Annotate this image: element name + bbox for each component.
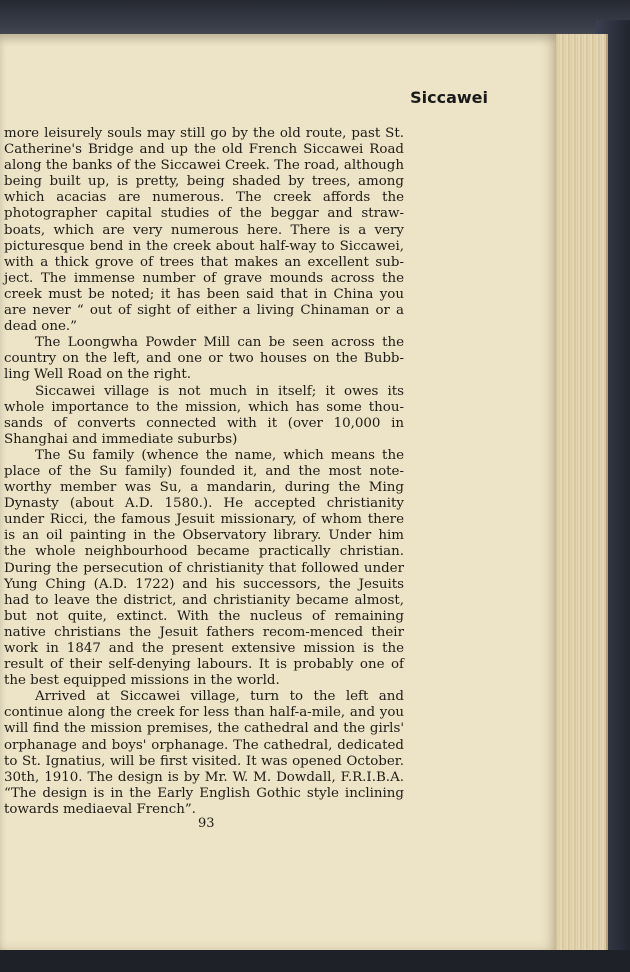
running-header: Siccawei xyxy=(410,88,488,107)
page-body xyxy=(4,126,404,818)
book-cover-bottom xyxy=(0,950,630,972)
paragraph-2: The Loongwha Powder Mill can be seen across the country on the left, and one or two houses on the Bubb-ling Well Road on the right. xyxy=(4,335,404,383)
paragraph-1: more leisurely souls may still go by the old route, past St. Catherine's Bridge and up the old French Siccawei Road along the banks of the Siccawei Creek. The road, although being built up, is pretty, being shaded by trees, among which acacias are numerous. The creek affords the photographer capital studies of the beggar and straw-boats, which are very numerous here. There is a very picturesque bend in the creek about half-way to Siccawei, with a thick grove of trees that makes an excellent sub-ject. The immense number of grave mounds across the creek must be noted; it has been said that in China you are never “ out of sight of either a living Chinaman or a dead one.” xyxy=(4,126,404,335)
page-number: 93 xyxy=(198,816,215,831)
book-cover-top xyxy=(0,0,630,38)
paragraph-5: Arrived at Siccawei village, turn to the left and continue along the creek for less than half-a-mile, and you will find the mission premises, the cathedral and the girls' orphanage and boys' orphanage. The cathedral, dedicated to St. Ignatius, will be first visited. It was opened October. 30th, 1910. The design is by Mr. W. M. Dowdall, F.R.I.B.A. “The design is in the Early English Gothic style inclining towards mediaeval French”. xyxy=(4,689,404,817)
paragraph-3: Siccawei village is not much in itself; it owes its whole importance to the mission, which has some thou-sands of converts connected with it (over 10,000 in Shanghai and immediate suburbs) xyxy=(4,383,404,447)
paragraph-4: The Su family (whence the name, which means the place of the Su family) founded it, and the most note-worthy member was Su, a mandarin, during the Ming Dynasty (about A.D. 1580.). He accepted christianity under Ricci, the famous Jesuit missionary, of whom there is an oil painting in the Observatory library. Under him the whole neighbourhood became practically christian. During the persecution of christianity that followed under Yung Ching (A.D. 1722) and his successors, the Jesuits had to leave the district, and christianity became almost, but not quite, extinct. With the nucleus of remaining native christians the Jesuit fathers recom-menced their work in 1847 and the present extensive mission is the result of their self-denying labours. It is probably one of the best equipped missions in the world. xyxy=(4,447,404,689)
